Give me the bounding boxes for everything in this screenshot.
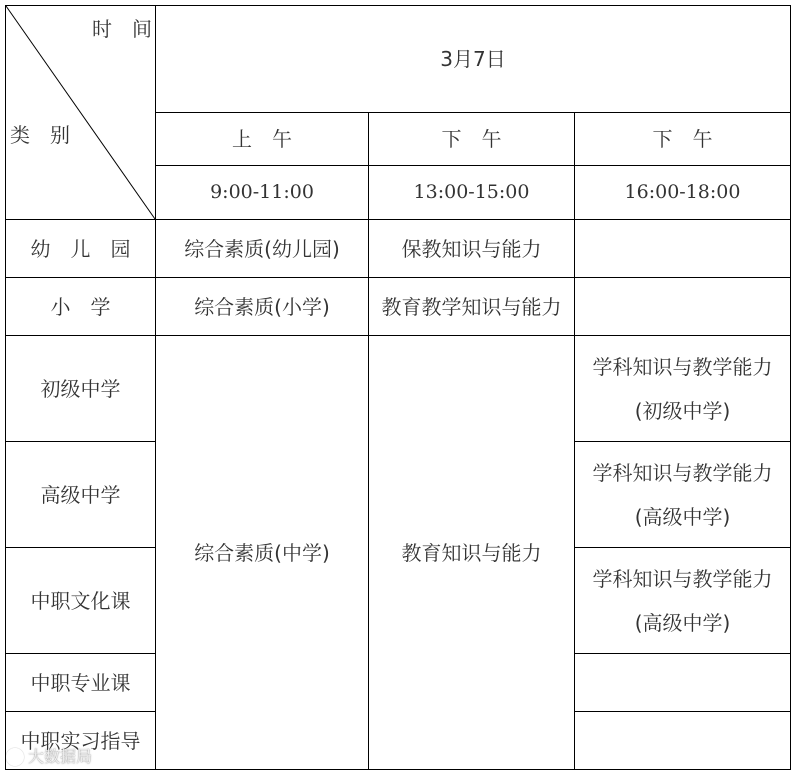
watermark — [6, 745, 116, 769]
junior-evening-subject — [575, 336, 790, 441]
kindergarten-morning-subject: 综合素质(幼儿园) — [184, 236, 340, 261]
morning-period-header: 上 午 — [232, 127, 292, 151]
evening-period-header: 下 午 — [652, 127, 713, 151]
senior-evening-subject-level: (高级中学) — [634, 504, 731, 529]
category-primary: 小 学 — [50, 294, 111, 319]
corner-time-label: 时 间 — [92, 17, 152, 41]
vocational-culture-evening-subject-title: 学科知识与教学能力 — [592, 566, 773, 591]
category-vocational-culture: 中职文化课 — [30, 588, 131, 613]
junior-evening-subject-level: (初级中学) — [634, 398, 731, 423]
category-senior-middle-school: 高级中学 — [40, 482, 121, 507]
category-vocational-professional: 中职专业课 — [30, 670, 131, 695]
vocational-culture-evening-subject — [575, 548, 790, 653]
senior-evening-subject — [575, 442, 790, 547]
secondary-morning-subject: 综合素质(中学) — [194, 540, 330, 565]
corner-category-label: 类 别 — [10, 123, 70, 147]
senior-evening-subject-title: 学科知识与教学能力 — [592, 460, 773, 485]
watermark-text: 大数据局 — [28, 747, 93, 766]
kindergarten-afternoon-subject: 保教知识与能力 — [401, 236, 542, 261]
afternoon-period-header: 下 午 — [441, 127, 502, 151]
morning-time-header: 9:00-11:00 — [210, 181, 314, 203]
evening-time-header: 16:00-18:00 — [624, 181, 741, 203]
primary-morning-subject: 综合素质(小学) — [194, 294, 330, 319]
category-junior-middle-school: 初级中学 — [40, 376, 121, 401]
category-kindergarten: 幼 儿 园 — [30, 236, 131, 261]
afternoon-time-header: 13:00-15:00 — [413, 181, 530, 203]
date-header: 3月7日 — [440, 47, 506, 71]
primary-afternoon-subject: 教育教学知识与能力 — [381, 294, 562, 319]
watermark-logo-icon — [6, 748, 24, 766]
vocational-culture-evening-subject-level: (高级中学) — [634, 610, 731, 635]
junior-evening-subject-title: 学科知识与教学能力 — [592, 354, 773, 379]
category-vocational-practice: 中职实习指导 — [20, 728, 141, 753]
secondary-afternoon-subject: 教育知识与能力 — [401, 540, 542, 565]
